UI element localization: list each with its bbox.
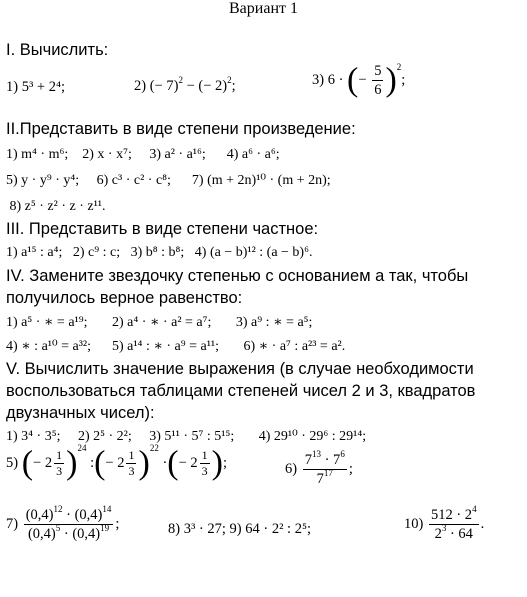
- section-1-heading: I. Вычислить:: [6, 41, 109, 59]
- section-3-heading: III. Представить в виде степени частное:: [6, 220, 319, 238]
- section-5-heading: V. Вычислить значение выражения (в случае необходимости: [6, 360, 474, 378]
- s5-expr-5: 5) (− 2 $\frac{1}{3}$ )$^{24}$ :(− 2 $\frac{1}{3}$ )$^{22}$ ·(− 2 $\frac{1}{3}$ );: [6, 443, 228, 482]
- section-5-heading-cont2: двузначных чисел):: [6, 404, 155, 422]
- s5-line-1: 1) 3⁴ · 3⁵; 2) 2⁵ · 2²; 3) 5¹¹ · 5⁷ : 5¹⁵; 4) 29¹⁰ · 29⁶ : 29¹⁴;: [6, 429, 367, 444]
- s2-line-2: 5) y · y⁹ · y⁴; 6) c³ · c² · c⁸; 7) (m + 2n)¹⁰ · (m + 2n);: [6, 173, 331, 188]
- s5-expr-6-label: 6): [285, 460, 298, 477]
- section-5-heading-cont: воспользоваться таблицами степеней чисел 2 и 3, квадратов: [6, 382, 476, 400]
- s5-expr-6: 6) $\frac{7^{13} \cdot 7^6}{7^{17}}$ ;: [285, 449, 353, 487]
- s5-expr-10-label: 10): [404, 515, 424, 532]
- s1-expr-2: 2) (− 7)$^2$ − (− 2)$^2$;: [134, 75, 236, 94]
- s1-expr-3-label: 3) 6 ·: [312, 71, 344, 88]
- section-4-heading-cont: получилось верное равенство:: [6, 289, 243, 307]
- s2-line-3: 8) z⁵ · z² · z · z¹¹.: [6, 199, 106, 214]
- s1-expr-1-text: 1) 5³ + 2⁴;: [6, 79, 66, 95]
- s5-expr-7: 7) $\frac{(0,4)^{12} \cdot (0,4)^{14}}{(0,4)^5 \cdot (0,4)^{19}}$ ;: [6, 504, 120, 542]
- s3-line-1: 1) a¹⁵ : a⁴; 2) c⁹ : c; 3) b⁸ : b⁸; 4) (a − b)¹² : (a − b)⁶.: [6, 245, 313, 260]
- s1-expr-3: 3) 6 · (− $\frac{5}{6}$ )$^2$;: [312, 61, 406, 99]
- page-title: Вариант 1: [229, 0, 298, 17]
- s5-expr-7-label: 7): [6, 515, 19, 532]
- s5-line-4: 8) 3³ · 27; 9) 64 · 2² : 2⁵;: [168, 521, 312, 537]
- s2-line-1: 1) m⁴ · m⁶; 2) x · x⁷; 3) a² · a¹⁶; 4) a⁶ · a⁶;: [6, 147, 280, 162]
- s4-line-2: 4) ∗ : a¹⁰ = a³²; 5) a¹⁴ : ∗ · a⁹ = a¹¹; 6) ∗ · a⁷ : a²³ = a².: [6, 339, 346, 354]
- section-4-heading: IV. Замените звездочку степенью с основанием a так, чтобы: [6, 267, 469, 285]
- section-2-heading: II.Представить в виде степени произведение:: [6, 120, 356, 138]
- s5-expr-10: 10) $\frac{512 \cdot 2^4}{2^3 \cdot 64}$ .: [404, 504, 485, 542]
- s4-line-1: 1) a⁵ · ∗ = a¹⁹; 2) a⁴ · ∗ · a² = a⁷; 3) a⁹ : ∗ = a⁵;: [6, 315, 313, 330]
- s5-expr-5-label: 5): [6, 455, 19, 471]
- s1-expr-1: [6, 79, 65, 96]
- s1-expr-2-label: 2): [134, 78, 147, 94]
